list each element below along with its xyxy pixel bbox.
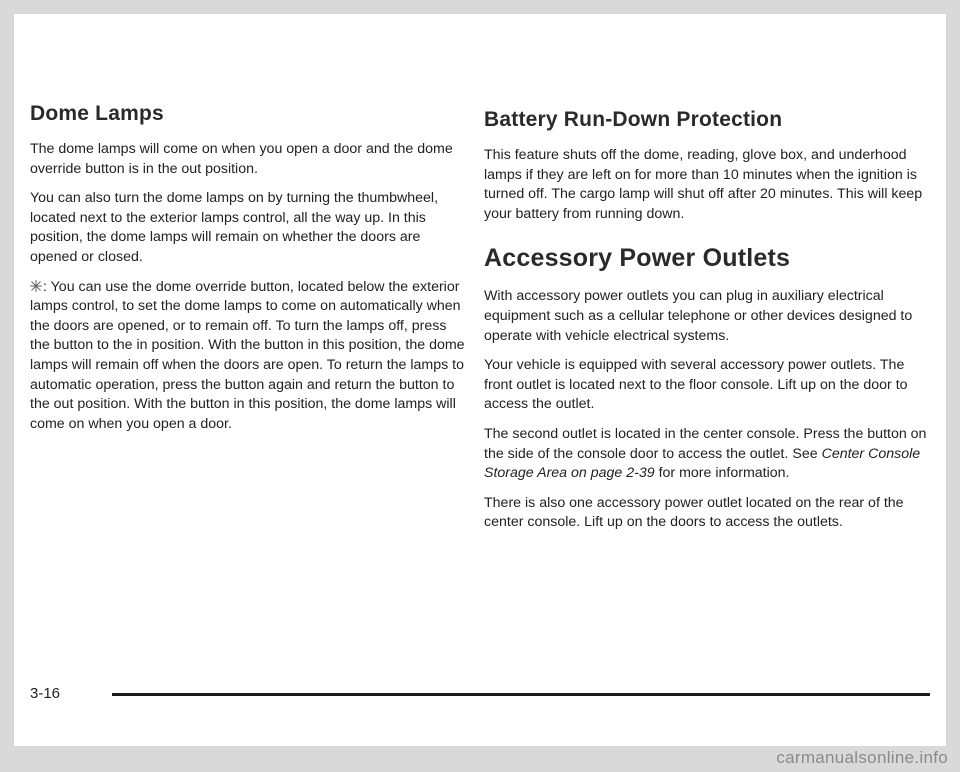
outlets-p3-text-a: The second outlet is located in the center console. Press the button on the side of the console door to access the outlet. See (484, 425, 927, 462)
dome-lamps-paragraph-1: The dome lamps will come on when you open a door and the dome override button is in the out position. (30, 141, 453, 177)
battery-rundown-paragraph: This feature shuts off the dome, reading, glove box, and underhood lamps if they are left on for more than 10 minutes when the ignition is turned off. The cargo lamp will shut off after 20 minutes. This will keep your battery from running down. (484, 147, 923, 222)
outlets-paragraph-4: There is also one accessory power outlet located on the rear of the center console. Lift up on the doors to access the outlets. (484, 494, 904, 531)
console-storage-reference: Center Console Storage Area on page 2-39 (484, 445, 921, 482)
dome-lamps-heading: Dome Lamps (30, 102, 164, 125)
outlets-paragraph-3 (484, 425, 929, 484)
battery-rundown-heading: Battery Run-Down Protection (484, 108, 783, 131)
dome-override-text: You can use the dome override button, located below the exterior lamps control, to set the dome lamps to come on automatically when the doors are opened, or to remain off. To turn the lamps off, press the button to the in position. With the button in this position, the dome lamps will remain off when the doors are open. To return the lamps to automatic operation, press the button again and return the button to the out position. With the button in this position, the dome lamps will come on when you open a door. (30, 278, 465, 432)
dome-lamps-paragraph-3 (30, 278, 466, 435)
accessory-outlets-heading: Accessory Power Outlets (484, 244, 791, 273)
manual-page (14, 14, 946, 746)
page-number: 3-16 (30, 685, 61, 702)
footer-rule (112, 693, 930, 696)
left-column (30, 102, 466, 444)
watermark: carmanualsonline.info (776, 748, 948, 767)
outlets-p3-text-b: for more information. (654, 465, 790, 482)
right-column (484, 108, 929, 543)
dome-lamps-paragraph-2: You can also turn the dome lamps on by turning the thumbwheel, located next to the exterior lamps control, all the way up. In this position, the dome lamps will remain on whether the doors are opened or closed. (30, 190, 439, 265)
outlets-paragraph-1: With accessory power outlets you can plug in auxiliary electrical equipment such as a cellular telephone or other devices designed to operate with vehicle electrical systems. (484, 288, 913, 344)
dome-lamp-icon (30, 279, 42, 291)
outlets-paragraph-2: Your vehicle is equipped with several accessory power outlets. The front outlet is located next to the floor console. Lift up on the door to access the outlet. (484, 357, 908, 413)
dome-icon-colon: : (43, 278, 51, 295)
